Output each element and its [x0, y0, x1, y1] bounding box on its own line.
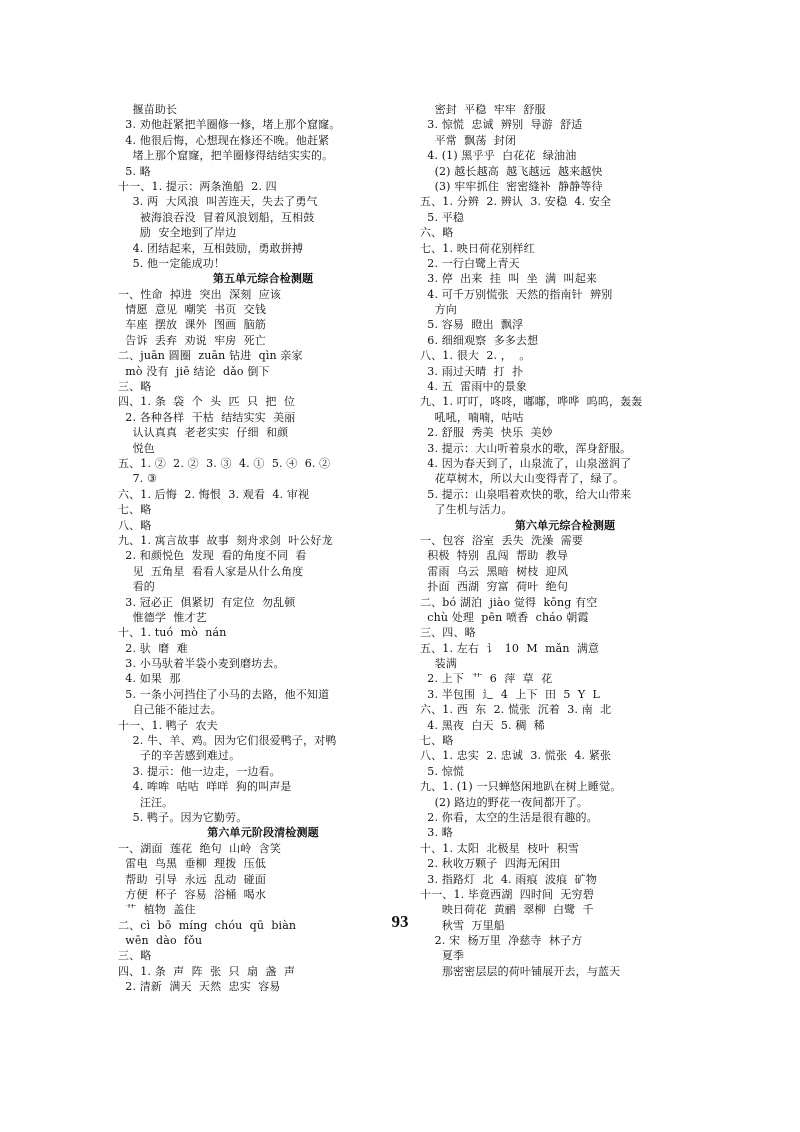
right-column — [420, 102, 710, 979]
answer-line: 堵上那个窟窿，把羊圈修得结结实实的。 — [118, 149, 334, 163]
answer-line: 2. 和颜悦色 发现 看的角度不同 看 — [118, 549, 307, 563]
answer-line: 2. 牛、羊、鸡。因为它们很爱鸭子，对鸭 — [118, 734, 337, 748]
answer-line: 4. 团结起来，互相鼓励，勇敢拼搏 — [118, 241, 304, 255]
answer-line: 五、1. 左右 讠 10 M mǎn 满意 — [420, 641, 600, 655]
answer-line: 吼吼，喃喃，咕咕 — [420, 410, 524, 424]
answer-line: 4. 哞哞 咕咕 咩咩 狗的叫声是 — [118, 780, 292, 794]
answer-line: 四、1. 条 袋 个 头 匹 只 把 位 — [118, 395, 295, 409]
answer-line: 三、略 — [118, 380, 152, 394]
answer-line: 2. 上下 艹 6 萍 草 花 — [420, 672, 553, 686]
answer-line: 励 安全地到了岸边 — [118, 226, 237, 240]
answer-line: 五、1. ② 2. ② 3. ③ 4. ① 5. ④ 6. ② — [118, 456, 331, 470]
answer-line: 三、略 — [118, 949, 152, 963]
answer-line: 5. 略 — [118, 164, 151, 178]
answer-line: 平常 飘荡 封闭 — [420, 133, 517, 147]
answer-line: 4. (1) 黑乎乎 白花花 绿油油 — [420, 149, 577, 163]
answer-line: 自己能不能过去。 — [118, 703, 222, 717]
answer-line: 4. 可千万别慌张 天然的指南针 辨别 — [420, 287, 613, 301]
answer-line: 夏季 — [420, 949, 465, 963]
answer-line: 六、1. 后悔 2. 悔恨 3. 观看 4. 审视 — [118, 487, 310, 501]
answer-line: 悦色 — [118, 441, 155, 455]
answer-line: 映日荷花 黄鹂 翠柳 白鹭 千 — [420, 903, 594, 917]
answer-line: 二、bó 湖泊 jiào 觉得 kōng 有空 — [420, 595, 598, 609]
answer-line: 七、1. 映日荷花别样红 — [420, 241, 535, 255]
answer-line: 4. 因为春天到了，山泉流了，山泉滋润了 — [420, 456, 632, 470]
page-number: 93 — [391, 912, 409, 931]
answer-line: 3. 半包围 辶 4 上下 田 5 Y L — [420, 687, 600, 701]
answer-line: 九、1. 寓言故事 故事 刻舟求剑 叶公好龙 — [118, 533, 333, 547]
answer-line: 一、性命 掉进 突出 深刻 应该 — [118, 287, 281, 301]
answer-line: 六、略 — [420, 226, 454, 240]
answer-line: 3. 停 出来 挂 叫 坐 满 叫起来 — [420, 272, 597, 286]
answer-line: 揠苗助长 — [118, 103, 178, 116]
answer-line: 子的辛苦感到难过。 — [118, 749, 241, 763]
answer-line: 十、1. tuó mò nán — [118, 626, 227, 640]
answer-line: 九、1. (1) 一只蝉悠闲地趴在树上睡觉。 — [420, 780, 622, 794]
answer-line: 3. 雨过天晴 打 扑 — [420, 364, 524, 378]
answer-line: 5. 平稳 — [420, 210, 465, 224]
answer-line: 4. 五 雷雨中的景象 — [420, 380, 528, 394]
answer-line: 秋雪 万里船 — [420, 918, 505, 932]
answer-line: 积极 特别 乱闯 帮助 教导 — [420, 549, 568, 563]
answer-line: 惟德学 惟才艺 — [118, 610, 207, 624]
answer-line: 十一、1. 提示：两条渔船 2. 四 — [118, 179, 277, 193]
answer-line: wēn dào fǒu — [118, 934, 203, 948]
answer-line: 二、juān 圆圈 zuān 钻进 qìn 亲家 — [118, 349, 303, 363]
answer-line: 装满 — [420, 657, 457, 671]
answer-line: 7. ③ — [118, 472, 158, 486]
answer-line: 八、1. 很大 2. ， 。 — [420, 349, 531, 363]
answer-line: 艹 植物 盖住 — [118, 903, 196, 917]
answer-line: 七、略 — [118, 503, 152, 517]
answer-line: 方便 杯子 容易 浴桶 喝水 — [118, 887, 266, 901]
answer-line: chù 处理 pēn 喷香 cháo 朝霞 — [420, 610, 589, 624]
answer-line: 2. 舒服 秀美 快乐 美妙 — [420, 426, 553, 440]
answer-line: 八、1. 忠实 2. 忠诚 3. 慌张 4. 紧张 — [420, 749, 612, 763]
answer-line: 3. 劝他赶紧把羊圈修一修，堵上那个窟窿。 — [118, 118, 341, 132]
answer-line: 一、湖面 莲花 绝句 山岭 含笑 — [118, 841, 281, 855]
answer-line: 花草树木，所以大山变得青了，绿了。 — [420, 472, 625, 486]
answer-line: 2. 驮 磨 难 — [118, 641, 188, 655]
answer-line: mò 没有 jiē 结论 dǎo 倒下 — [118, 364, 270, 378]
left-column — [118, 102, 408, 995]
answer-line: 3. 提示：他一边走，一边看。 — [118, 764, 281, 778]
answer-line: 四、1. 条 声 阵 张 只 扇 盏 声 — [118, 964, 295, 978]
answer-line: 3. 两 大风浪 叫苦连天，失去了勇气 — [118, 195, 318, 209]
answer-line: 告诉 丢弃 劝说 牢房 死亡 — [118, 333, 266, 347]
answer-line: 八、略 — [118, 518, 152, 532]
answer-line: 雷雨 乌云 黑暗 树枝 迎风 — [420, 564, 568, 578]
answer-line: 2. 各种各样 干枯 结结实实 美丽 — [118, 410, 296, 424]
answer-line: (3) 牢牢抓住 密密缝补 静静等待 — [420, 179, 603, 193]
answer-line: 五、1. 分辨 2. 辨认 3. 安稳 4. 安全 — [420, 195, 612, 209]
answer-line: 三、四、略 — [420, 626, 476, 640]
answer-line: 3. 小马驮着半袋小麦到磨坊去。 — [118, 657, 285, 671]
answer-line: 被海浪吞没 冒着风浪划船，互相鼓 — [118, 210, 315, 224]
answer-line: 3. 惊慌 忠诚 辨别 导游 舒适 — [420, 118, 583, 132]
answer-line: 2. 你看，太空的生活是很有趣的。 — [420, 810, 598, 824]
answer-line: 认认真真 老老实实 仔细 和颜 — [118, 426, 289, 440]
answer-line: 5. 一条小河挡住了小马的去路，他不知道 — [118, 687, 330, 701]
answer-line: 3. 冠必正 俱紧切 有定位 勿乱顿 — [118, 595, 296, 609]
answer-line: (2) 越长越高 越飞越远 越来越快 — [420, 164, 603, 178]
answer-line: 十、1. 太阳 北极星 枝叶 积雪 — [420, 841, 579, 855]
answer-line: 密封 平稳 牢牢 舒服 — [420, 103, 546, 116]
answer-line: 4. 如果 那 — [118, 672, 181, 686]
answer-line: 扑面 西湖 穷富 荷叶 绝句 — [420, 580, 568, 594]
answer-line: 见 五角星 看看人家是从什么角度 — [118, 564, 304, 578]
section-heading: 第六单元阶段清检测题 — [207, 826, 319, 840]
section-heading: 第六单元综合检测题 — [514, 518, 616, 532]
answer-line: 2. 宋 杨万里 净慈寺 林子方 — [420, 934, 583, 948]
answer-line: 那密密层层的荷叶铺展开去，与蓝天 — [420, 964, 621, 978]
answer-line: 方向 — [420, 303, 457, 317]
answer-line: 了生机与活力。 — [420, 503, 513, 517]
answer-line: 3. 略 — [420, 826, 453, 840]
answer-line: 一、包容 浴室 丢失 洗澡 需要 — [420, 533, 583, 547]
answer-line: 汪汪。 — [118, 795, 174, 809]
answer-line: 七、略 — [420, 734, 454, 748]
answer-line: 十一、1. 鸭子 农夫 — [118, 718, 218, 732]
answer-line: 2. 秋收万颗子 四海无闲田 — [420, 857, 561, 871]
answer-line: 看的 — [118, 580, 155, 594]
answer-line: 车座 摆放 课外 图画 脑筋 — [118, 318, 266, 332]
answer-line: 3. 指路灯 北 4. 雨痕 波痕 矿物 — [420, 872, 597, 886]
answer-line: 二、cì bō míng chóu qū biàn — [118, 918, 297, 932]
answer-line: 3. 提示：大山听着泉水的歌，浑身舒服。 — [420, 441, 632, 455]
answer-line: 情愿 意见 嘲笑 书页 交钱 — [118, 303, 266, 317]
answer-line: 6. 细细观察 多多去想 — [420, 333, 539, 347]
answer-line: 2. 一行白鹭上青天 — [420, 256, 520, 270]
answer-line: 十一、1. 毕竟西湖 四时间 无穷碧 — [420, 887, 594, 901]
section-heading: 第五单元综合检测题 — [212, 272, 314, 286]
answer-line: 4. 黑夜 白天 5. 稠 稀 — [420, 718, 545, 732]
answer-line: 5. 惊慌 — [420, 764, 465, 778]
answer-line: 5. 提示：山泉唱着欢快的歌，给大山带来 — [420, 487, 632, 501]
answer-line: 六、1. 西 东 2. 慌张 沉着 3. 南 北 — [420, 703, 612, 717]
answer-line: (2) 路边的野花一夜间都开了。 — [420, 795, 589, 809]
answer-line: 5. 他一定能成功！ — [118, 256, 226, 270]
answer-line: 4. 他很后悔，心想现在修还不晚。他赶紧 — [118, 133, 330, 147]
answer-line: 九、1. 叮叮，咚咚，嘟嘟，哗哗 呜呜，轰轰 — [420, 395, 643, 409]
answer-line: 5. 容易 瞪出 飘浮 — [420, 318, 524, 332]
answer-line: 雷电 鸟黑 垂柳 理拨 压低 — [118, 857, 266, 871]
answer-line: 5. 鸭子。因为它勤劳。 — [118, 810, 248, 824]
answer-line: 2. 清新 满天 天然 忠实 容易 — [118, 980, 281, 994]
answer-line: 帮助 引导 永远 乱动 碰面 — [118, 872, 266, 886]
